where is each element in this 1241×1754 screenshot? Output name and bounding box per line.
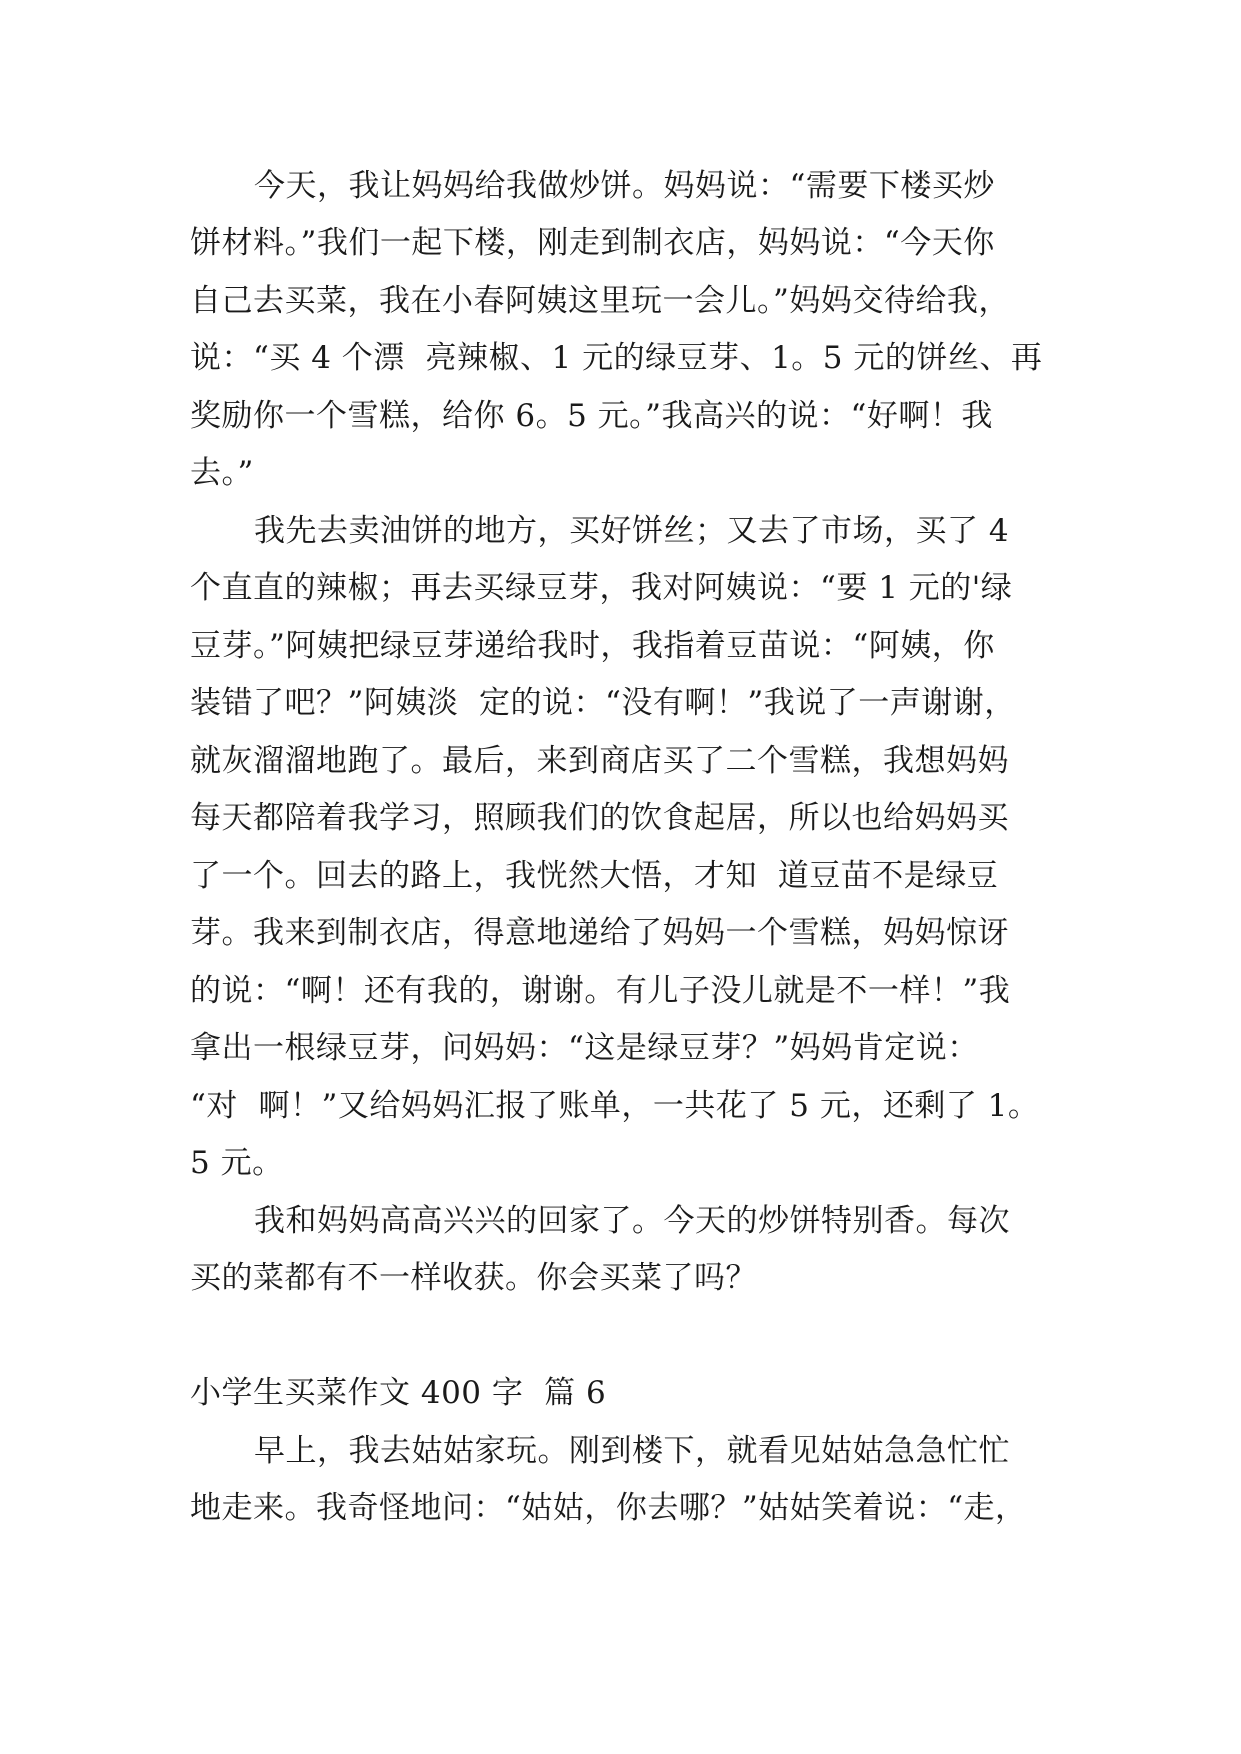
paragraph-1-line-5: 奖励你一个雪糕，给你 6。5 元。”我高兴的说：“好啊！我 <box>190 398 993 434</box>
section-heading: 小学生买菜作文 400 字 篇 6 <box>190 1375 607 1411</box>
paragraph-1-line-4: 说：“买 4 个漂 亮辣椒、1 元的绿豆芽、1。5 元的饼丝、再 <box>190 340 1043 376</box>
paragraph-1-line-6: 去。” <box>190 455 254 491</box>
paragraph-1-line-2: 饼材料。”我们一起下楼，刚走到制衣店，妈妈说：“今天你 <box>190 225 995 261</box>
paragraph-2-line-5: 就灰溜溜地跑了。最后，来到商店买了二个雪糕，我想妈妈 <box>190 743 1009 779</box>
paragraph-2-line-6: 每天都陪着我学习，照顾我们的饮食起居，所以也给妈妈买 <box>190 800 1009 836</box>
paragraph-2-line-4: 装错了吧？”阿姨淡 定的说：“没有啊！”我说了一声谢谢， <box>190 685 1016 721</box>
paragraph-1-line-1: 今天，我让妈妈给我做炒饼。妈妈说：“需要下楼买炒 <box>254 168 995 204</box>
paragraph-2-line-2: 个直直的辣椒；再去买绿豆芽，我对阿姨说：“要 1 元的'绿 <box>190 570 1013 606</box>
paragraph-2-line-7: 了一个。回去的路上，我恍然大悟，才知 道豆苗不是绿豆 <box>190 858 999 894</box>
paragraph-2-line-10: 拿出一根绿豆芽，问妈妈：“这是绿豆芽？”妈妈肯定说： <box>190 1030 979 1066</box>
section-paragraph-line-1: 早上，我去姑姑家玩。刚到楼下，就看见姑姑急急忙忙 <box>254 1433 1010 1469</box>
section-paragraph-line-2: 地走来。我奇怪地问：“姑姑，你去哪？”姑姑笑着说：“走， <box>190 1490 1027 1526</box>
paragraph-2-line-11: “对 啊！”又给妈妈汇报了账单，一共花了 5 元，还剩了 1。 <box>190 1088 1040 1124</box>
paragraph-2-line-1: 我先去卖油饼的地方，买好饼丝；又去了市场，买了 4 <box>254 513 1010 549</box>
paragraph-3-line-1: 我和妈妈高高兴兴的回家了。今天的炒饼特别香。每次 <box>254 1203 1010 1239</box>
paragraph-2-line-8: 芽。我来到制衣店，得意地递给了妈妈一个雪糕，妈妈惊讶 <box>190 915 1009 951</box>
paragraph-3-line-2: 买的菜都有不一样收获。你会买菜了吗？ <box>190 1260 757 1296</box>
paragraph-2-line-12: 5 元。 <box>190 1145 284 1181</box>
paragraph-1-line-3: 自己去买菜，我在小春阿姨这里玩一会儿。”妈妈交待给我， <box>190 283 1010 319</box>
paragraph-2-line-9: 的说：“啊！还有我的，谢谢。有儿子没儿就是不一样！”我 <box>190 973 1011 1009</box>
paragraph-2-line-3: 豆芽。”阿姨把绿豆芽递给我时，我指着豆苗说：“阿姨，你 <box>190 628 995 664</box>
